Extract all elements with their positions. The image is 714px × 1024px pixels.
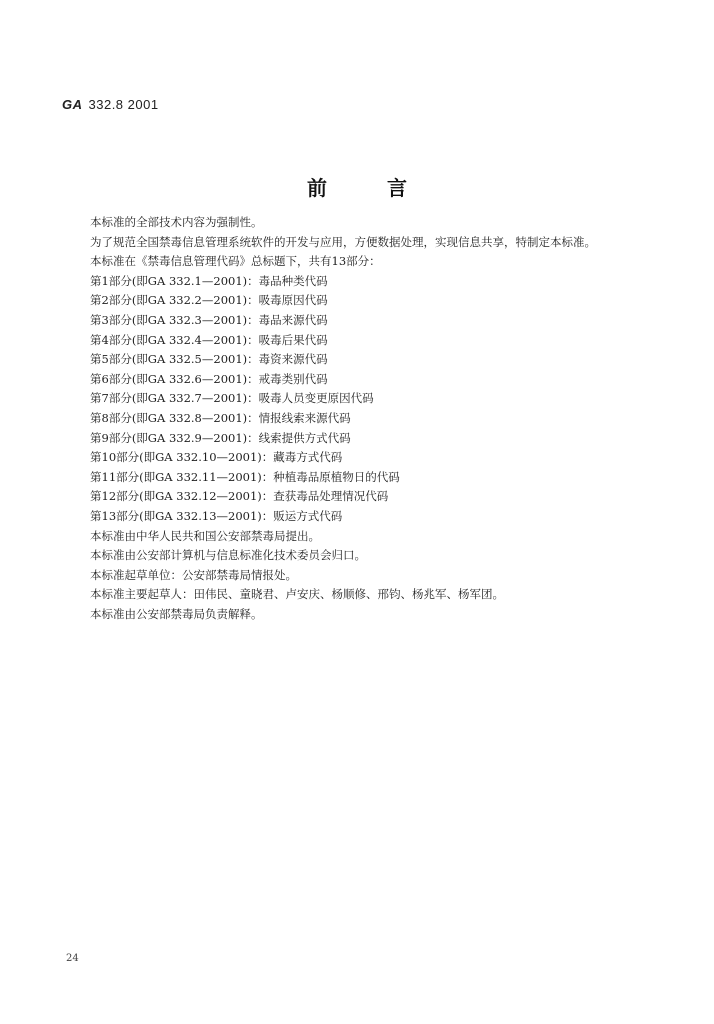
standard-number: 332.8 2001 <box>88 97 159 112</box>
page-number: 24 <box>66 953 79 964</box>
part-line: 第2部分(即GA 332.2—2001)：吸毒原因代码 <box>90 293 328 308</box>
part-line: 第7部分(即GA 332.7—2001)：吸毒人员变更原因代码 <box>90 391 374 406</box>
foreword-line: 本标准在《禁毒信息管理代码》总标题下，共有13部分： <box>90 254 381 269</box>
foreword-line: 为了规范全国禁毒信息管理系统软件的开发与应用，方便数据处理，实现信息共享，特制定本标准。 <box>90 234 596 249</box>
foreword-line: 本标准的全部技术内容为强制性。 <box>90 215 263 229</box>
foreword-line: 本标准起草单位：公安部禁毒局情报处。 <box>90 567 297 582</box>
part-line: 第10部分(即GA 332.10—2001)：藏毒方式代码 <box>90 450 343 465</box>
part-line: 第1部分(即GA 332.1—2001)：毒品种类代码 <box>90 273 328 288</box>
document-header <box>62 97 159 112</box>
foreword-line: 本标准由中华人民共和国公安部禁毒局提出。 <box>90 528 320 543</box>
part-line: 第6部分(即GA 332.6—2001)：戒毒类别代码 <box>90 371 328 386</box>
part-line: 第9部分(即GA 332.9—2001)：线索提供方式代码 <box>90 430 351 445</box>
standard-code: GA <box>62 97 83 112</box>
part-line: 第4部分(即GA 332.4—2001)：吸毒后果代码 <box>90 332 328 347</box>
part-line: 第11部分(即GA 332.11—2001)：种植毒品原植物日的代码 <box>90 469 400 484</box>
part-line: 第8部分(即GA 332.8—2001)：情报线索来源代码 <box>90 410 351 425</box>
part-line: 第12部分(即GA 332.12—2001)：查获毒品处理情况代码 <box>90 489 389 504</box>
part-line: 第3部分(即GA 332.3—2001)：毒品来源代码 <box>90 312 328 327</box>
foreword-line: 本标准由公安部禁毒局负责解释。 <box>90 606 263 621</box>
foreword-body <box>90 213 680 624</box>
foreword-line: 本标准主要起草人：田伟民、童晓君、卢安庆、杨顺修、邢钧、杨兆军、杨军团。 <box>90 587 504 602</box>
part-line: 第5部分(即GA 332.5—2001)：毒资来源代码 <box>90 352 328 367</box>
page-title: 前言 <box>307 176 467 200</box>
foreword-line: 本标准由公安部计算机与信息标准化技术委员会归口。 <box>90 548 366 563</box>
part-line: 第13部分(即GA 332.13—2001)：贩运方式代码 <box>90 508 343 523</box>
